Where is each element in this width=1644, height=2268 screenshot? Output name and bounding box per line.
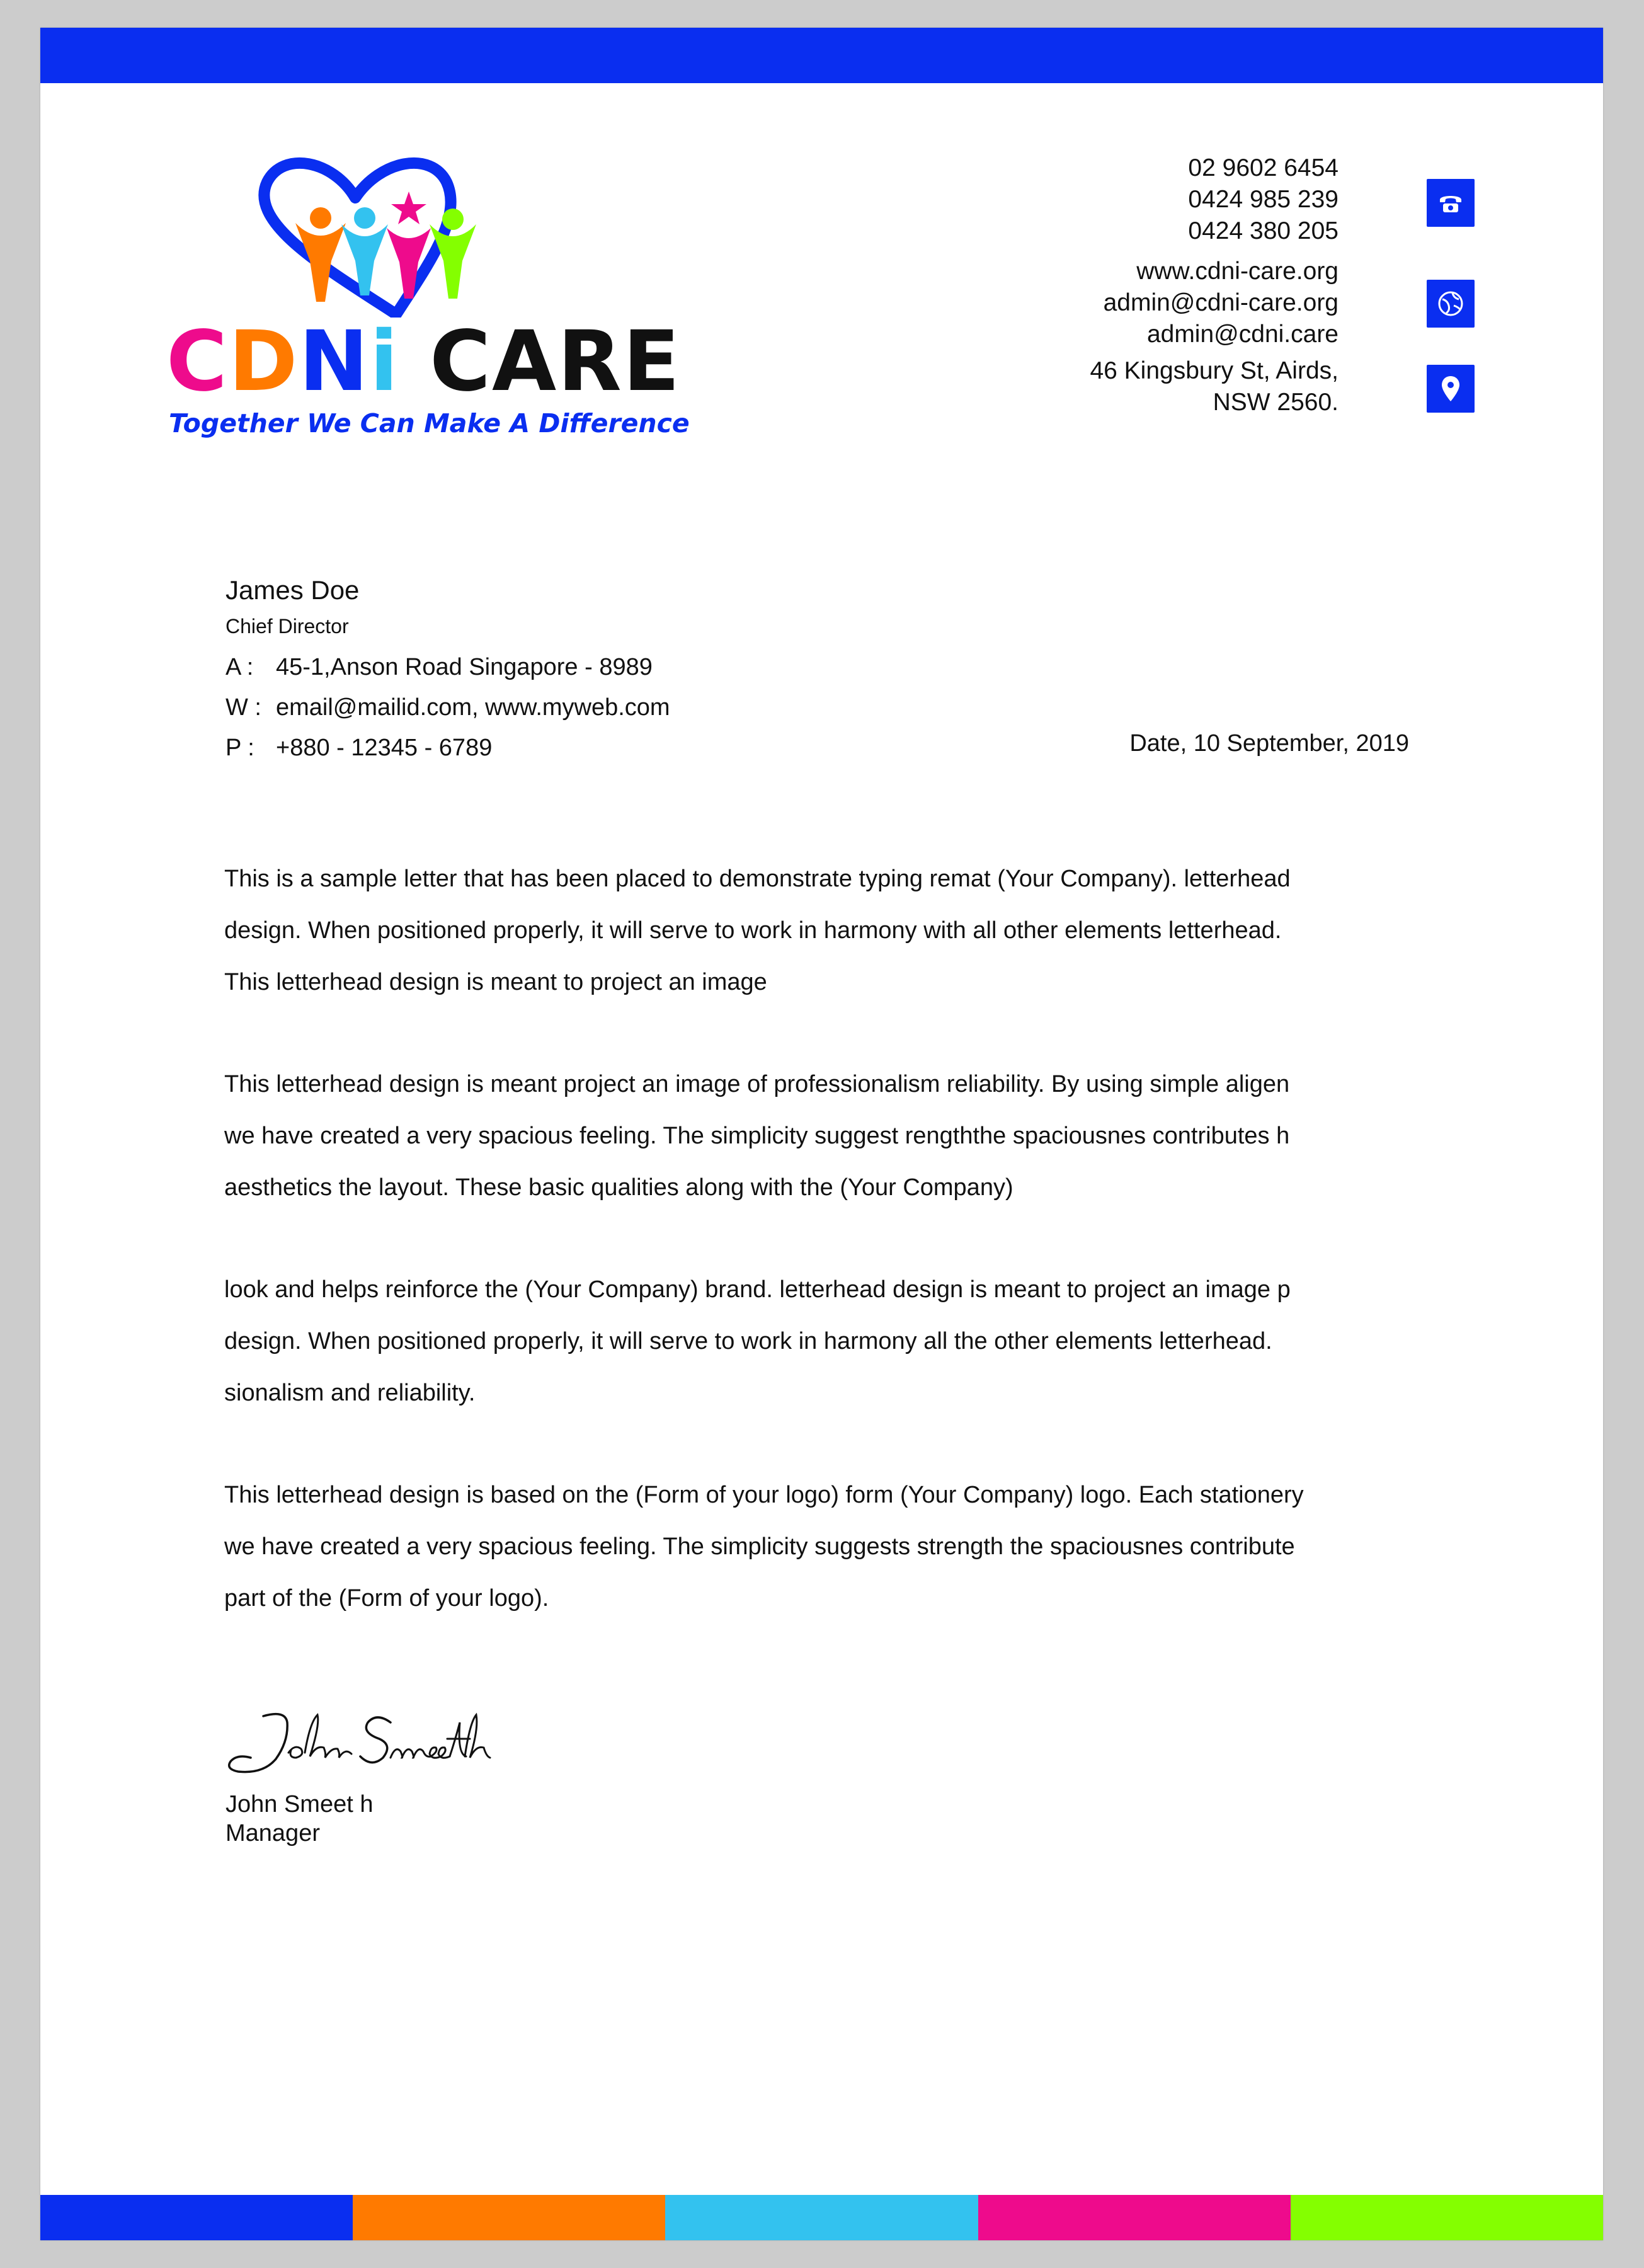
address-value: 45-1,Anson Road Singapore - 8989 — [276, 654, 653, 680]
address-line: NSW 2560. — [1213, 389, 1339, 416]
paragraph — [224, 1058, 1421, 1213]
body-line: This letterhead design is based on the (Form of your logo) form (Your Company) logo. Each stationery — [224, 1482, 1304, 1508]
letter-body — [224, 853, 1421, 1675]
location-pin-icon — [1427, 365, 1475, 413]
phone-numbers — [1188, 152, 1339, 247]
email-line: admin@cdni.care — [1146, 321, 1339, 348]
body-line: part of the (Form of your logo). — [224, 1585, 549, 1612]
bar-segment-cyan — [665, 2195, 978, 2240]
email-line: admin@cdni-care.org — [1103, 289, 1339, 316]
logo-letter: C — [430, 313, 493, 410]
paragraph — [224, 853, 1421, 1008]
phone-value: +880 - 12345 - 6789 — [276, 735, 493, 761]
signatory-name: John Smeet h — [225, 1791, 374, 1818]
bar-segment-magenta — [978, 2195, 1291, 2240]
signatory-role: Manager — [225, 1820, 320, 1847]
body-line: design. When positioned properly, it will serve to work in harmony all the other elements letterhead. — [224, 1328, 1272, 1354]
bar-segment-blue — [40, 2195, 353, 2240]
body-line: This letterhead design is meant project an image of professionalism reliability. By using simple aligen — [224, 1071, 1290, 1097]
website-line: www.cdni-care.org — [1136, 258, 1339, 285]
recipient-block — [225, 577, 670, 760]
bottom-color-bar — [40, 2195, 1603, 2240]
recipient-address — [225, 655, 670, 679]
logo-letter: i — [369, 313, 400, 410]
body-line: sionalism and reliability. — [224, 1380, 476, 1406]
logo-letter — [399, 320, 430, 403]
body-line: look and helps reinforce the (Your Company) brand. letterhead design is meant to project an image p — [224, 1276, 1291, 1303]
logo-letter: C — [166, 313, 229, 410]
logo-wordmark — [166, 313, 682, 410]
phone-line: 0424 985 239 — [1188, 186, 1339, 213]
logo-letter: R — [557, 313, 623, 410]
handwritten-signature — [225, 1704, 515, 1779]
phone-label: P : — [225, 735, 254, 761]
logo-letter: N — [299, 313, 370, 410]
globe-icon — [1427, 280, 1475, 328]
phone-line: 02 9602 6454 — [1188, 154, 1339, 181]
company-logo — [166, 154, 690, 450]
address-label: A : — [225, 654, 254, 680]
logo-emblem — [166, 154, 683, 318]
recipient-web — [225, 696, 670, 719]
body-line: we have created a very spacious feeling. The simplicity suggest rengththe spaciousnes contributes h — [224, 1123, 1290, 1149]
logo-letter: D — [228, 313, 299, 410]
recipient-title: Chief Director — [225, 615, 349, 638]
web-value: email@mailid.com, www.myweb.com — [276, 694, 670, 721]
phone-line: 0424 380 205 — [1188, 217, 1339, 244]
web-email-lines — [1104, 256, 1339, 350]
top-color-bar — [40, 28, 1603, 83]
address-lines — [1090, 355, 1339, 418]
logo-letter: E — [622, 313, 682, 410]
signatory-block — [225, 1790, 373, 1848]
body-line: aesthetics the layout. These basic qualities along with the (Your Company) — [224, 1174, 1013, 1201]
recipient-name: James Doe — [225, 575, 360, 605]
address-line: 46 Kingsbury St, Airds, — [1090, 357, 1339, 384]
body-line: design. When positioned properly, it will serve to work in harmony with all other elements letterhead. — [224, 917, 1282, 944]
bar-segment-orange — [353, 2195, 665, 2240]
body-line: we have created a very spacious feeling. The simplicity suggests strength the spaciousnes contribute — [224, 1533, 1295, 1560]
recipient-phone — [225, 736, 670, 760]
letterhead-page — [40, 28, 1603, 2240]
paragraph — [224, 1264, 1421, 1419]
logo-letter: A — [492, 313, 558, 410]
logo-tagline: Together We Can Make A Difference — [169, 408, 690, 438]
body-line: This is a sample letter that has been placed to demonstrate typing remat (Your Company). letterhead — [224, 866, 1291, 892]
phone-icon — [1427, 179, 1475, 227]
bar-segment-green — [1291, 2195, 1603, 2240]
web-label: W : — [225, 694, 261, 721]
letter-date: Date, 10 September, 2019 — [1129, 730, 1409, 757]
paragraph — [224, 1469, 1421, 1624]
body-line: This letterhead design is meant to project an image — [224, 969, 767, 995]
